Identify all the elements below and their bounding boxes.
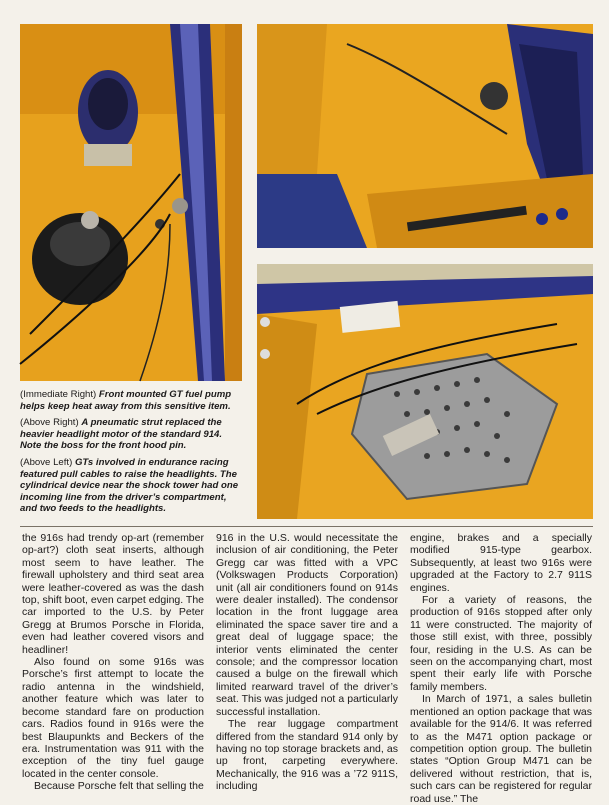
- photo-captions: [20, 389, 246, 520]
- caption-text: Front mounted GT fuel pump helps keep heat away from this sensitive item.: [20, 389, 232, 412]
- paragraph: Because Porsche felt that selling the: [34, 780, 204, 793]
- photo-headlight-strut: [257, 24, 593, 248]
- caption-immediate-right: [20, 389, 246, 412]
- body-column-2: [216, 532, 398, 793]
- caption-text: GTs involved in endurance racing featured pull cables to raise the headlights. The cylindrical device near the shock tower had one incoming line from the driver’s compartment, and two feeds to the headlights.: [20, 456, 239, 515]
- caption-above-left: [20, 457, 246, 515]
- paragraph: 916 in the U.S. would necessitate the inclusion of air conditioning, the Peter Gregg car was fitted with a VPC (Volkswagen Products Corporation) unit (all air conditioners found on 914s were dealer installed). The condensor location in the front luggage area eliminated the space saver tire and a great deal of luggage space; the interior vents eliminated the center console; and the compressor location caused a bulge on the firewall which limited rearward travel of the driver’s seat. This was judged not a particularly successful installation.: [216, 532, 398, 718]
- caption-text: A pneumatic strut replaced the heavier headlight motor of the standard 914. Note the boss for the front hood pin.: [20, 417, 223, 452]
- paragraph: The rear luggage compartment differed from the standard 914 only by having no top storage brackets and, as up front, carpeting everywhere. Mechanically, the 916 was a ’72 911S, including: [216, 718, 398, 793]
- caption-position: (Above Right): [20, 417, 79, 429]
- paragraph: Also found on some 916s was Porsche’s first attempt to locate the radio antenna in the windshield, another feature which was later to become standard fare on production cars. Radios found in 916s were the best Blaupunkts and Beckers of the era. Instrumentation was 911 with the exception of the tiny fuel gauge located in the center console.: [22, 656, 204, 780]
- body-column-1: [22, 532, 204, 793]
- photo-fuel-pump: [257, 264, 593, 519]
- paragraph: In March of 1971, a sales bulletin mentioned an option package that was available for the 914/6. It was referred to as the M471 option package or competition option group. The bulletin states “Option Group M471 can be delivered without restriction, that is, such cars can be registered for regular road use.” The: [410, 693, 592, 805]
- body-column-3: [410, 532, 592, 805]
- caption-position: (Above Left): [20, 456, 73, 468]
- paragraph: the 916s had trendy op-art (remember op-art?) cloth seat inserts, although most seem to have leather. The firewall upholstery and third seat area were leather-covered as was the dash top, shift boot, even carpet edging. The car imported to the U.S. by Peter Gregg at Brumos Porsche in Florida, even had leather covered visors and headliner!: [22, 532, 204, 656]
- paragraph: For a variety of reasons, the production of 916s stopped after only 11 were constructed. The majority of those still exist, with three, possibly four, residing in the U.S. As can be seen on the accompanying chart, most spent their early life with Porsche family members.: [410, 594, 592, 693]
- photo-front-trunk-cables: [20, 24, 242, 381]
- section-divider: [20, 526, 593, 527]
- paragraph: engine, brakes and a specially modified 915-type gearbox. Subsequently, at least two 916s were upgraded at the Factory to 2.7 911S engines.: [410, 532, 592, 594]
- caption-above-right: [20, 417, 246, 452]
- caption-position: (Immediate Right): [20, 389, 97, 400]
